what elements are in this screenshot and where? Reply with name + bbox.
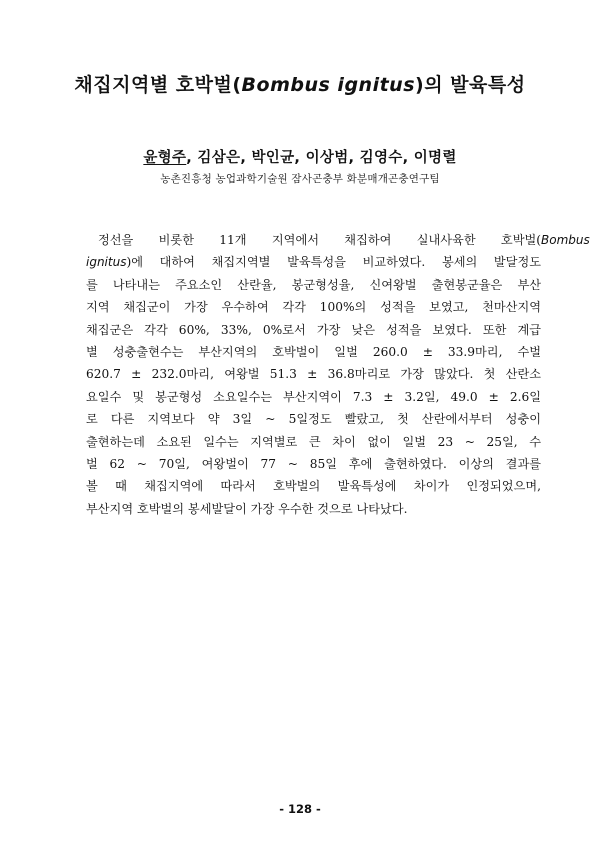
title-prefix: 채집지역별 호박벌(	[74, 74, 242, 96]
abstract-line: 620.7 ± 232.0마리, 여왕벌 51.3 ± 36.8마리로 가장 많았다. 첫 산란소	[86, 367, 541, 382]
abstract-line: 를 나타내는 주요소인 산란율, 봉군형성율, 신여왕벌 출현봉군율은 부산	[86, 277, 541, 292]
abstract-line: 지역 채집군이 가장 우수하여 각각 100%의 성적을 보였고, 천마산지역	[86, 300, 541, 315]
abstract-line: 채집군은 각각 60%, 33%, 0%로서 가장 낮은 성적을 보였다. 또한 계급	[86, 322, 541, 337]
abstract-line: 벌 62 ~ 70일, 여왕벌이 77 ~ 85일 후에 출현하였다. 이상의 결과를	[86, 456, 541, 471]
species-name-part: Bombus	[541, 233, 590, 247]
title-species-name: Bombus ignitus	[241, 74, 416, 96]
abstract-line: 정선을 비롯한 11개 지역에서 채집하여 실내사육한 호박벌( Bombus	[86, 229, 541, 251]
paper-title	[0, 70, 600, 97]
title-suffix: )의 발육특성	[415, 74, 526, 96]
abstract-line: ignitus)에 대하여 채집지역별 발육특성을 비교하였다. 봉세의 발달정도	[86, 255, 541, 270]
first-author: 윤형주	[143, 150, 187, 166]
affiliation: 농촌진흥청 농업과학기술원 잠사곤충부 화분매개곤충연구팀	[160, 173, 440, 185]
abstract-line: 별 성충출현수는 부산지역의 호박벌이 일벌 260.0 ± 33.9마리, 수벌	[86, 344, 541, 359]
page-number: - 128 -	[279, 802, 321, 816]
abstract-line: 부산지역 호박벌의 봉세발달이 가장 우수한 것으로 나타났다.	[86, 501, 408, 516]
species-name-part: ignitus	[86, 255, 127, 270]
abstract-body	[86, 229, 590, 520]
author-list	[0, 146, 600, 167]
abstract-line: 요일수 및 봉군형성 소요일수는 부산지역이 7.3 ± 3.2일, 49.0 ± 2.6일	[86, 389, 541, 404]
abstract-line: 볼 때 채집지역에 따라서 호박벌의 발육특성에 차이가 인정되었으며,	[86, 479, 541, 494]
abstract-line: 로 다른 지역보다 약 3일 ~ 5일정도 빨랐고, 첫 산란에서부터 성충이	[86, 412, 541, 427]
abstract-line: 출현하는데 소요된 일수는 지역별로 큰 차이 없이 일벌 23 ~ 25일, 수	[86, 434, 541, 449]
co-authors: , 김삼은, 박인균, 이상범, 김영수, 이명렬	[186, 150, 457, 166]
